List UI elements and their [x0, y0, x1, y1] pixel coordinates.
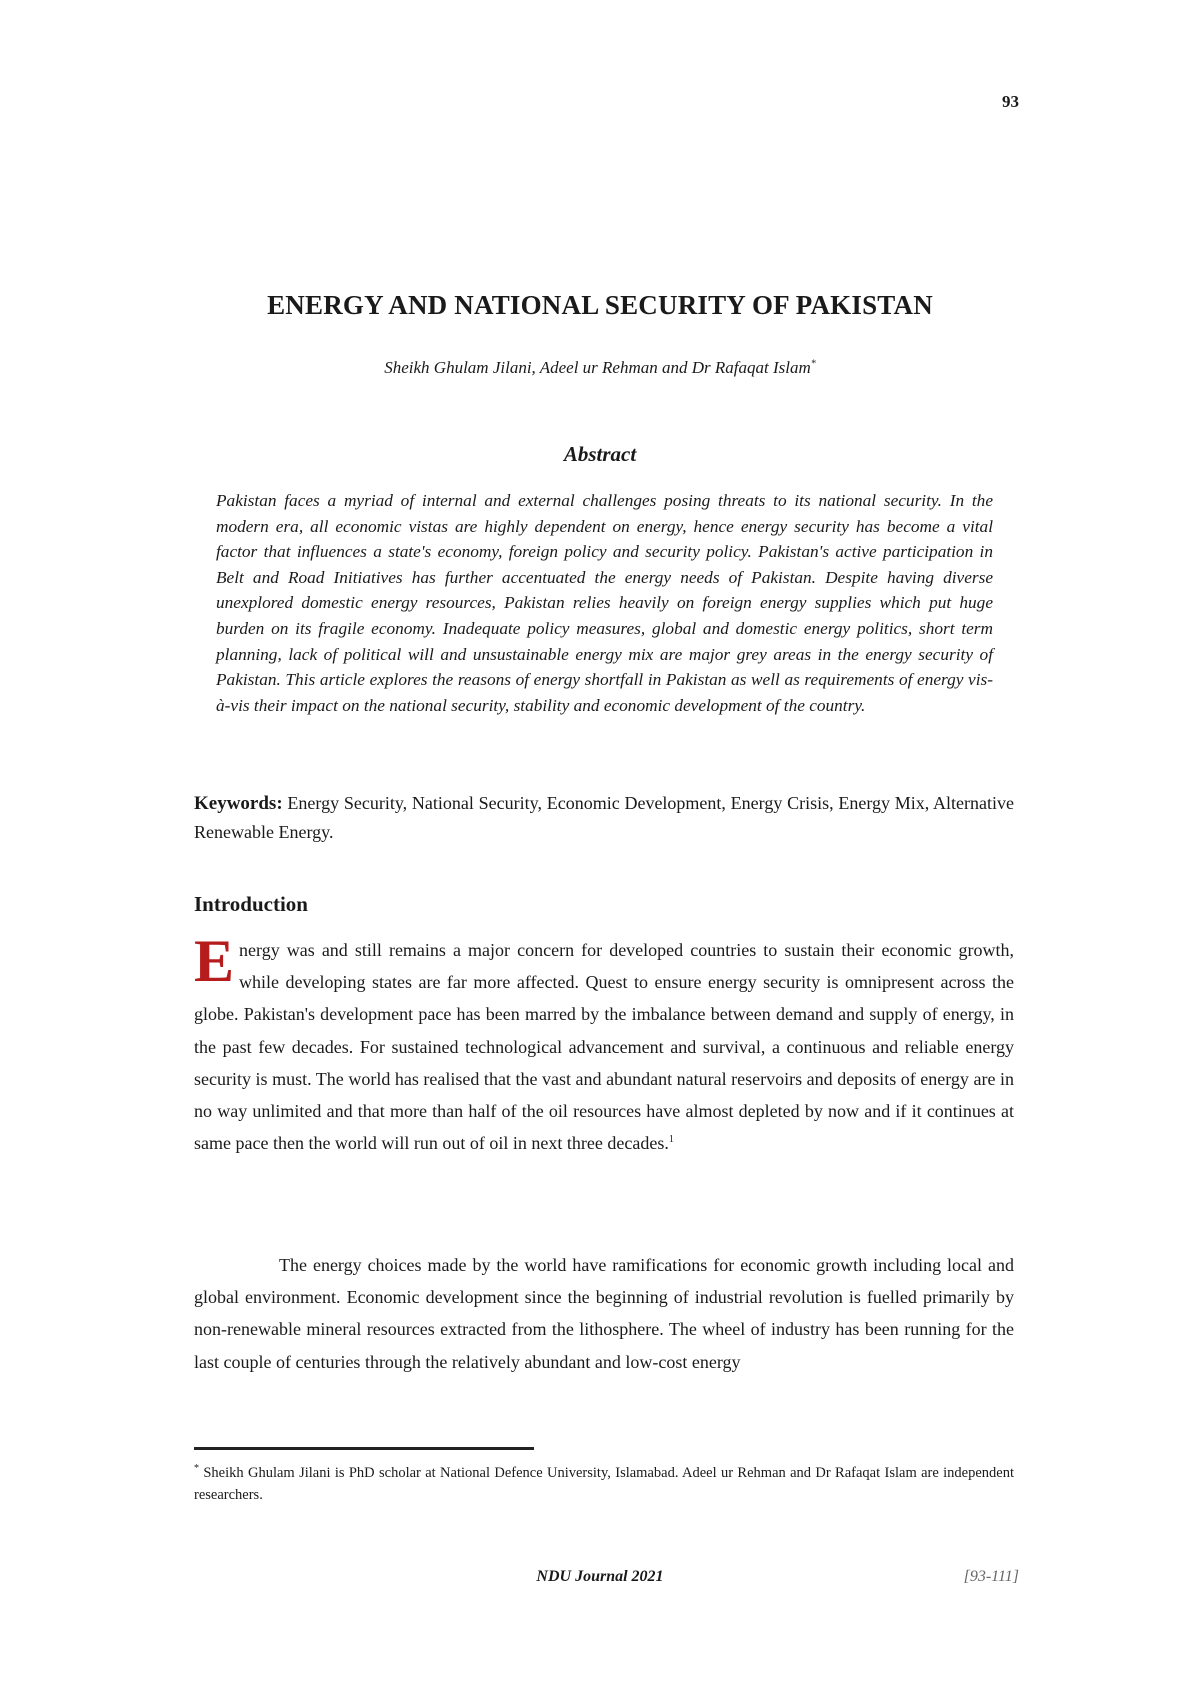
author-line	[0, 358, 1200, 378]
drop-cap: E	[194, 928, 235, 994]
footnote-text: Sheikh Ghulam Jilani is PhD scholar at National Defence University, Islamabad. Adeel ur Rehman and Dr Rafaqat Islam are independent researchers.	[194, 1465, 1014, 1503]
introduction-paragraph-1	[194, 928, 1014, 1159]
keywords-list: Energy Security, National Security, Economic Development, Energy Crisis, Energy Mix, Alternative Renewable Energy.	[194, 793, 1015, 842]
authors: Sheikh Ghulam Jilani, Adeel ur Rehman and Dr Rafaqat Islam	[384, 358, 811, 377]
journal-name: NDU Journal 2021	[536, 1568, 664, 1585]
footnote-reference: 1	[668, 1134, 674, 1146]
footnote	[194, 1462, 1014, 1506]
footnote-marker: *	[194, 1463, 199, 1475]
author-footnote-marker: *	[810, 358, 816, 370]
abstract-heading: Abstract	[563, 442, 637, 466]
introduction-heading: Introduction	[194, 892, 308, 916]
paper-title: ENERGY AND NATIONAL SECURITY OF PAKISTAN	[267, 290, 933, 320]
keywords-label: Keywords:	[194, 793, 283, 814]
page-number: 93	[1002, 92, 1019, 111]
footnote-divider	[194, 1447, 534, 1450]
page-range: [93-111]	[963, 1568, 1019, 1585]
introduction-paragraph-1-text: nergy was and still remains a major concern for developed countries to sustain their economic growth, while developing states are far more affected. Quest to ensure energy security is omnipresent across the globe. Pakistan's development pace has been marred by the imbalance between demand and supply of energy, in the past few decades. For sustained technological advancement and survival, a continuous and reliable energy security is must. The world has realised that the vast and abundant natural reservoirs and deposits of energy are in no way unlimited and that more than half of the oil resources have almost depleted by now and if it continues at same pace then the world will run out of oil in next three decades.	[194, 940, 1014, 1154]
introduction-paragraph-2: The energy choices made by the world have ramifications for economic growth including local and global environment. Economic development since the beginning of industrial revolution is fuelled primarily by non-renewable mineral resources extracted from the lithosphere. The wheel of industry has been running for the last couple of centuries through the relatively abundant and low-cost energy	[194, 1255, 1014, 1372]
abstract-text: Pakistan faces a myriad of internal and external challenges posing threats to its national security. In the modern era, all economic vistas are highly dependent on energy, hence energy security has become a vital factor that influences a state's economy, foreign policy and security policy. Pakistan's active participation in Belt and Road Initiatives has further accentuated the energy needs of Pakistan. Despite having diverse unexplored domestic energy resources, Pakistan relies heavily on foreign energy supplies which put huge burden on its fragile economy. Inadequate policy measures, global and domestic energy politics, short term planning, lack of political will and unsustainable energy mix are major grey areas in the energy security of Pakistan. This article explores the reasons of energy shortfall in Pakistan as well as requirements of energy vis-à-vis their impact on the national security, stability and economic development of the country.	[216, 491, 993, 715]
keywords	[194, 789, 1014, 847]
